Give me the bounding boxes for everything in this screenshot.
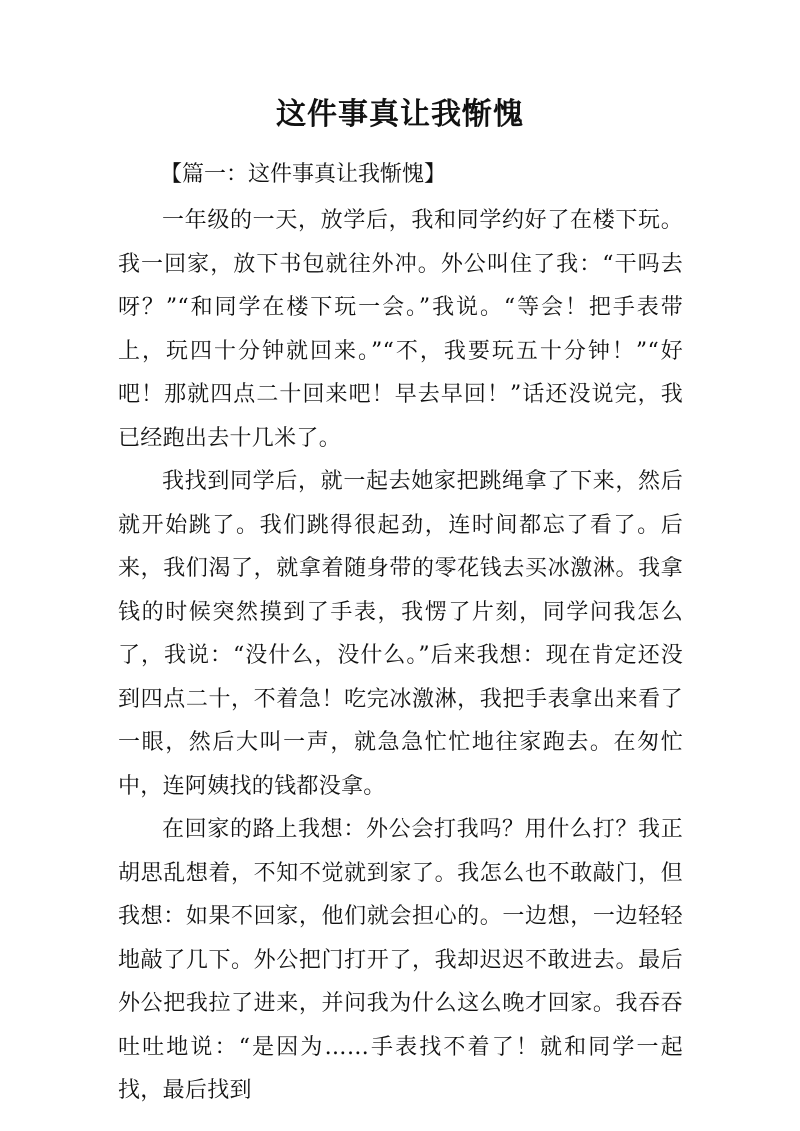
article-body: [118, 199, 683, 1113]
section-heading: 【篇一：这件事真让我惭愧】: [160, 162, 447, 187]
paragraph-3: 在回家的路上我想：外公会打我吗？用什么打？我正胡思乱想着，不知不觉就到家了。我怎么也不敢敲门，但我想：如果不回家，他们就会担心的。一边想，一边轻轻地敲了几下。外公把门打开了，我却迟迟不敢进去。最后外公把我拉了进来，并问我为什么这么晚才回家。我吞吞吐吐地说：“是因为……手表找不着了！就和同学一起找，最后找到: [118, 817, 683, 1103]
paragraph-1: 一年级的一天，放学后，我和同学约好了在楼下玩。我一回家，放下书包就往外冲。外公叫住了我：“干吗去呀？”“和同学在楼下玩一会。”我说。“等会！把手表带上，玩四十分钟就回来。”“不，我要玩五十分钟！”“好吧！那就四点二十回来吧！早去早回！”话还没说完，我已经跑出去十几米了。: [118, 208, 683, 451]
paragraph-2: 我找到同学后，就一起去她家把跳绳拿了下来，然后就开始跳了。我们跳得很起劲，连时间都忘了看了。后来，我们渴了，就拿着随身带的零花钱去买冰激淋。我拿钱的时候突然摸到了手表，我愣了片刻，同学问我怎么了，我说：“没什么，没什么。”后来我想：现在肯定还没到四点二十，不着急！吃完冰激淋，我把手表拿出来看了一眼，然后大叫一声，就急急忙忙地往家跑去。在匆忙中，连阿姨找的钱都没拿。: [118, 469, 683, 799]
page-title: 这件事真让我惭愧: [276, 97, 524, 132]
